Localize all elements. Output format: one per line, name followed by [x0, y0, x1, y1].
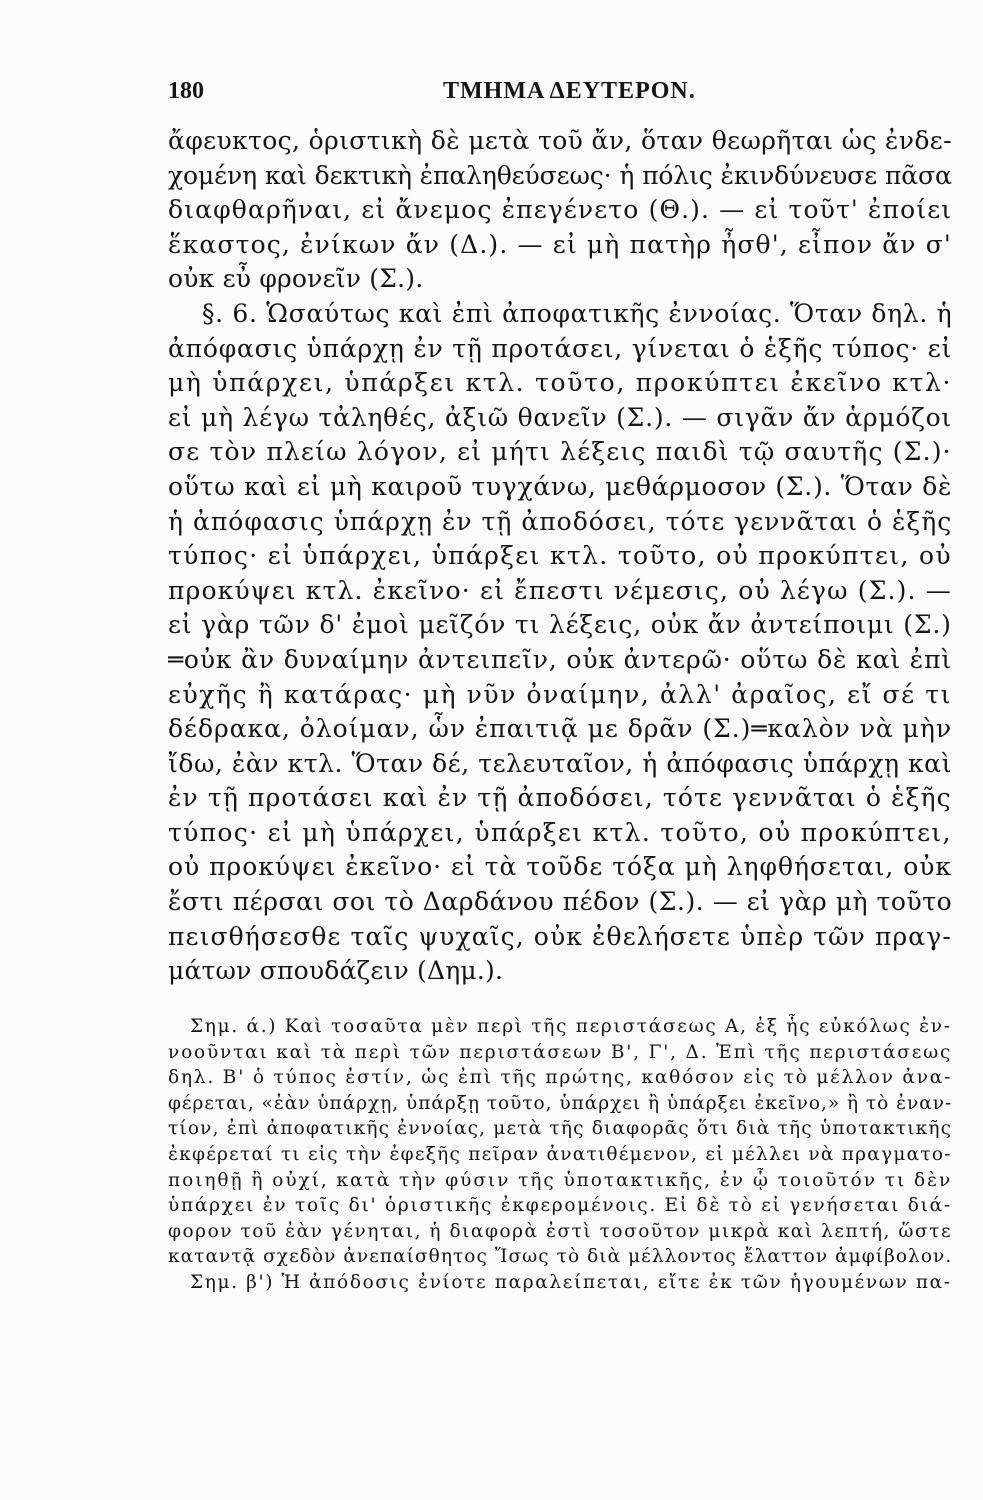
running-title: ΤΜΗΜΑ ΔΕΥΤΕΡΟΝ. — [443, 78, 696, 104]
body-line: οὕτω καὶ εἰ μὴ καιροῦ τυγχάνω, μεθάρμοσον (Σ.). Ὅταν δὲ — [168, 471, 953, 501]
note-line: Σημ. ά.) Καὶ τοσαῦτα μὲν περὶ τῆς περιστάσεως Α, ἐξ ἧς εὐκόλως ἐν- — [190, 1016, 952, 1037]
body-line: δέδρακα, ὀλοίμαν, ὧν ἐπαιτιᾷ με δρᾶν (Σ.)═καλὸν νὰ μὴν — [168, 714, 953, 744]
body-line: ἴδω, ἐὰν κτλ. Ὅταν δέ, τελευταῖον, ἡ ἀπόφασις ὑπάρχῃ καὶ — [168, 748, 952, 778]
note-line: ἐκφέρεταί τι εἰς τὴν ἐφεξῆς πεῖραν ἀνατιθέμενον, εἰ μέλλει νὰ πραγματο- — [168, 1143, 952, 1165]
body-line: διαφθαρῆναι, εἰ ἄνεμος ἐπεγένετο (Θ.). — εἰ τοῦτ' ἐποίει — [168, 195, 953, 225]
body-line: οὐ προκύψει ἐκεῖνο· εἰ τὰ τοῦδε τόξα μὴ ληφθήσεται, οὐκ — [168, 852, 953, 882]
note-line: φορον τοῦ ἐὰν γένηται, ἡ διαφορὰ ἐστὶ τοσοῦτον μικρὰ καὶ λεπτή, ὥστε — [168, 1220, 953, 1242]
note-line: καταντᾷ σχεδὸν ἀνεπαίσθητος Ἴσως τὸ διὰ μέλλοντος ἔλαττον ἀμφίβολον. — [168, 1246, 953, 1268]
body-line: οὐκ εὖ φρονεῖν (Σ.). — [168, 264, 424, 294]
body-line: ἔστι πέρσαι σοι τὸ Δαρδάνου πέδον (Σ.). — εἰ γὰρ μὴ τοῦτο — [168, 887, 953, 917]
body-line: σε τὸν πλείω λόγον, εἰ μήτι λέξεις παιδὶ τῷ σαυτῆς (Σ.)· — [168, 437, 952, 467]
body-line: ἕκαστος, ἐνίκων ἄν (Δ.). — εἰ μὴ πατὴρ ἦσθ', εἶπον ἄν σ' — [168, 229, 952, 259]
body-line: μὴ ὑπάρχει, ὑπάρξει κτλ. τοῦτο, προκύπτει ἐκεῖνο κτλ· — [168, 368, 953, 398]
section-heading-line: §. 6. Ὡσαύτως καὶ ἐπὶ ἀποφατικῆς ἐννοίας. Ὅταν δηλ. ἡ — [202, 298, 953, 328]
note-line: ὑπάρχει ἐν τοῖς δι' ὁριστικῆς ἐκφερομένοις. Εἰ δὲ τὸ εἰ γενήσεται διά- — [168, 1195, 952, 1217]
body-line: εὐχῆς ἢ κατάρας· μὴ νῦν ὀναίμην, ἀλλ' ἀραῖος, εἴ σέ τι — [168, 679, 953, 709]
body-line: ἀπόφασις ὑπάρχῃ ἐν τῇ προτάσει, γίνεται ὁ ἑξῆς τύπος· εἰ — [168, 333, 953, 363]
body-line: ἐν τῇ προτάσει καὶ ἐν τῇ ἀποδόσει, τότε γεννᾶται ὁ ἑξῆς — [168, 783, 952, 813]
body-line: πεισθήσεσθε ταῖς ψυχαῖς, οὐκ ἐθελήσετε ὑπὲρ τῶν πραγ- — [168, 921, 952, 951]
note-line: ποιηθῇ ἢ οὐχί, κατὰ τὴν φύσιν τῆς ὑποτακτικῆς, ἐν ᾧ τοιοῦτόν τι δὲν — [168, 1169, 953, 1191]
page-number: 180 — [168, 78, 204, 104]
body-line: ἄφευκτος, ὁριστικὴ δὲ μετὰ τοῦ ἄν, ὅταν θεωρῆται ὡς ἐνδε- — [168, 126, 952, 155]
body-line: προκύψει κτλ. ἐκεῖνο· εἰ ἔπεστι νέμεσις, οὐ λέγω (Σ.). — — [168, 575, 952, 605]
note-line: Σημ. β') Ἡ ἀπόδοσις ἐνίοτε παραλείπεται, εἴτε ἐκ τῶν ἡγουμένων πα- — [190, 1271, 952, 1293]
page-header — [168, 78, 958, 112]
note-line: φέρεται, «ἐὰν ὑπάρχῃ, ὑπάρξῃ τοῦτο, ὑπάρχει ἢ ὑπάρξει ἐκεῖνο,» ἢ τὸ ἐναν- — [168, 1092, 953, 1114]
body-line: ═οὐκ ἂν δυναίμην ἀντειπεῖν, οὐκ ἀντερῶ· οὕτω δὲ καὶ ἐπὶ — [168, 644, 953, 674]
body-line: εἰ γὰρ τῶν δ' ἐμοὶ μεῖζόν τι λέξεις, οὐκ ἄν ἀντείποιμι (Σ.) — [168, 610, 952, 640]
footnotes — [168, 1014, 958, 1296]
body-line: χομένη καὶ δεκτικὴ ἐπαληθεύσεως· ἡ πόλις ἐκινδύνευσε πᾶσα — [168, 160, 952, 190]
body-line: ἡ ἀπόφασις ὑπάρχῃ ἐν τῇ ἀποδόσει, τότε γεννᾶται ὁ ἑξῆς — [168, 506, 953, 536]
body-line: τύπος· εἰ μὴ ὑπάρχει, ὑπάρξει κτλ. τοῦτο, οὐ προκύπτει, — [168, 817, 952, 847]
note-line: νοοῦνται καὶ τὰ περὶ τῶν περιστάσεων Β', Γ', Δ. Ἐπὶ τῆς περιστάσεως — [168, 1041, 953, 1063]
note-line: τίον, ἐπὶ ἀποφατικῆς ἐννοίας, μετὰ τῆς διαφορᾶς ὅτι διὰ τῆς ὑποτακτικῆς — [168, 1118, 953, 1140]
note-line: δηλ. Β' ὁ τύπος ἐστίν, ὡς ἐπὶ τῆς πρώτης, καθόσον εἰς τὸ μέλλον ἀνα- — [168, 1067, 953, 1089]
body-line: τύπος· εἰ ὑπάρχει, ὑπάρξει κτλ. τοῦτο, οὐ προκύπτει, οὐ — [168, 541, 952, 571]
body-text — [168, 124, 958, 989]
body-line: εἰ μὴ λέγω τἀληθές, ἀξιῶ θανεῖν (Σ.). — σιγᾶν ἄν ἁρμόζοι — [168, 402, 952, 432]
body-line: μάτων σπουδάζειν (Δημ.). — [168, 956, 504, 986]
